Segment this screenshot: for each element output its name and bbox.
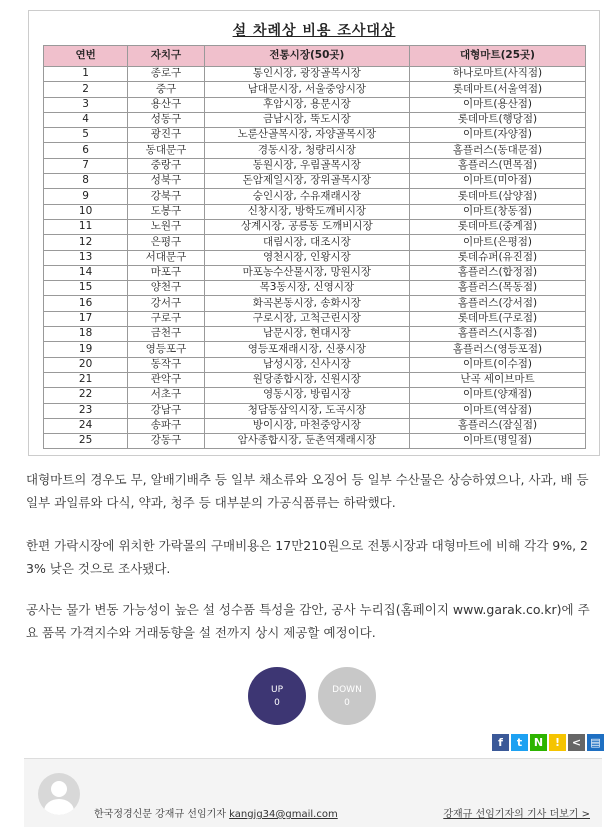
cell-district: 노원구 bbox=[128, 219, 205, 234]
table-row bbox=[44, 311, 586, 326]
down-vote-count: 0 bbox=[344, 698, 350, 708]
table-row bbox=[44, 97, 586, 112]
up-vote-count: 0 bbox=[274, 698, 280, 708]
cell-large-mart: 홈플러스(강서점) bbox=[409, 296, 585, 311]
cell-no: 24 bbox=[44, 418, 128, 433]
cell-district: 강북구 bbox=[128, 189, 205, 204]
cell-traditional-market: 대림시장, 대조시장 bbox=[204, 235, 409, 250]
table-row bbox=[44, 388, 586, 403]
cell-large-mart: 롯데마트(서울역점) bbox=[409, 82, 585, 97]
cell-traditional-market: 목3동시장, 신영시장 bbox=[204, 281, 409, 296]
cell-traditional-market: 남문시장, 현대시장 bbox=[204, 327, 409, 342]
cell-large-mart: 홈플러스(동대문점) bbox=[409, 143, 585, 158]
table-row bbox=[44, 296, 586, 311]
cell-no: 4 bbox=[44, 112, 128, 127]
table-row bbox=[44, 327, 586, 342]
cell-large-mart: 홈플러스(영등포점) bbox=[409, 342, 585, 357]
cell-traditional-market: 남성시장, 신사시장 bbox=[204, 357, 409, 372]
cell-traditional-market: 청담동삼익시장, 도곡시장 bbox=[204, 403, 409, 418]
cell-large-mart: 홈플러스(합정점) bbox=[409, 265, 585, 280]
author-email-link[interactable]: kangjg34@gmail.com bbox=[229, 809, 338, 820]
cell-traditional-market: 신창시장, 방학도깨비시장 bbox=[204, 204, 409, 219]
cell-district: 성동구 bbox=[128, 112, 205, 127]
cell-large-mart: 홈플러스(목동점) bbox=[409, 281, 585, 296]
cell-large-mart: 하나로마트(사직점) bbox=[409, 67, 585, 82]
cell-large-mart: 이마트(자양점) bbox=[409, 128, 585, 143]
article-paragraph-2: 한편 가락시장에 위치한 가락몰의 구매비용은 17만210원으로 전통시장과 대형마트에 비해 각각 9%, 23% 낮은 것으로 조사됐다. bbox=[26, 537, 589, 576]
share-bar bbox=[492, 734, 604, 751]
table-row bbox=[44, 67, 586, 82]
cell-district: 강서구 bbox=[128, 296, 205, 311]
cell-traditional-market: 숭인시장, 수유재래시장 bbox=[204, 189, 409, 204]
facebook-icon[interactable]: f bbox=[492, 734, 509, 751]
cell-large-mart: 롯데마트(구로점) bbox=[409, 311, 585, 326]
cell-traditional-market: 금남시장, 뚝도시장 bbox=[204, 112, 409, 127]
cell-traditional-market: 원당종합시장, 신원시장 bbox=[204, 372, 409, 387]
cell-no: 16 bbox=[44, 296, 128, 311]
share-icon[interactable]: < bbox=[568, 734, 585, 751]
table-row bbox=[44, 372, 586, 387]
author-info bbox=[94, 805, 338, 820]
cell-no: 6 bbox=[44, 143, 128, 158]
table-row bbox=[44, 158, 586, 173]
cell-no: 17 bbox=[44, 311, 128, 326]
cell-large-mart: 롯데마트(행당점) bbox=[409, 112, 585, 127]
cell-large-mart: 난곡 세이브마트 bbox=[409, 372, 585, 387]
print-icon[interactable]: ▤ bbox=[587, 734, 604, 751]
cell-district: 영등포구 bbox=[128, 342, 205, 357]
cell-district: 동작구 bbox=[128, 357, 205, 372]
table-row bbox=[44, 235, 586, 250]
cell-district: 관악구 bbox=[128, 372, 205, 387]
table-row bbox=[44, 342, 586, 357]
table-row bbox=[44, 143, 586, 158]
cell-large-mart: 롯데마트(삼양점) bbox=[409, 189, 585, 204]
cell-no: 1 bbox=[44, 67, 128, 82]
cell-no: 25 bbox=[44, 434, 128, 449]
cell-large-mart: 이마트(명일점) bbox=[409, 434, 585, 449]
header-traditional-market: 전통시장(50곳) bbox=[204, 46, 409, 67]
cell-no: 10 bbox=[44, 204, 128, 219]
cell-district: 서대문구 bbox=[128, 250, 205, 265]
header-large-mart: 대형마트(25곳) bbox=[409, 46, 585, 67]
cell-no: 8 bbox=[44, 174, 128, 189]
cell-no: 20 bbox=[44, 357, 128, 372]
cell-no: 22 bbox=[44, 388, 128, 403]
cell-no: 15 bbox=[44, 281, 128, 296]
cell-no: 19 bbox=[44, 342, 128, 357]
down-vote-label: DOWN bbox=[332, 685, 362, 695]
cell-no: 14 bbox=[44, 265, 128, 280]
cell-district: 동대문구 bbox=[128, 143, 205, 158]
cell-district: 중랑구 bbox=[128, 158, 205, 173]
cell-district: 서초구 bbox=[128, 388, 205, 403]
cell-traditional-market: 영동시장, 방림시장 bbox=[204, 388, 409, 403]
cell-large-mart: 이마트(이수점) bbox=[409, 357, 585, 372]
cell-district: 구로구 bbox=[128, 311, 205, 326]
cell-no: 18 bbox=[44, 327, 128, 342]
table-row bbox=[44, 250, 586, 265]
cell-district: 중구 bbox=[128, 82, 205, 97]
cell-traditional-market: 영등포재래시장, 신풍시장 bbox=[204, 342, 409, 357]
author-name: 한국정경신문 강재규 선임기자 bbox=[94, 809, 226, 820]
naver-icon[interactable]: N bbox=[530, 734, 547, 751]
table-title: 설 차례상 비용 조사대상 bbox=[232, 23, 396, 39]
cell-district: 광진구 bbox=[128, 128, 205, 143]
article-paragraph-3: 공사는 물가 변동 가능성이 높은 설 성수품 특성을 감안, 공사 누리집(홈페이지 www.garak.co.kr)에 주요 품목 가격지수와 거래동향을 설 전까지 상시 제공할 예정이다. bbox=[26, 601, 590, 640]
cell-no: 3 bbox=[44, 97, 128, 112]
table-header-row bbox=[44, 46, 586, 67]
cell-traditional-market: 동원시장, 우림골목시장 bbox=[204, 158, 409, 173]
table-row bbox=[44, 403, 586, 418]
cell-traditional-market: 영천시장, 인왕시장 bbox=[204, 250, 409, 265]
table-row bbox=[44, 265, 586, 280]
cell-no: 11 bbox=[44, 219, 128, 234]
cell-large-mart: 롯데마트(중계점) bbox=[409, 219, 585, 234]
cell-large-mart: 이마트(역삼점) bbox=[409, 403, 585, 418]
cell-large-mart: 홈플러스(면목점) bbox=[409, 158, 585, 173]
table-row bbox=[44, 281, 586, 296]
survey-table-image bbox=[28, 10, 600, 456]
cell-large-mart: 이마트(창동점) bbox=[409, 204, 585, 219]
table-row bbox=[44, 189, 586, 204]
cell-traditional-market: 남대문시장, 서울중앙시장 bbox=[204, 82, 409, 97]
table-row bbox=[44, 357, 586, 372]
more-articles-link[interactable]: 강재규 선임기자의 기사 더보기 > bbox=[443, 809, 590, 820]
cell-district: 금천구 bbox=[128, 327, 205, 342]
table-row bbox=[44, 418, 586, 433]
cell-traditional-market: 구로시장, 고척근린시장 bbox=[204, 311, 409, 326]
avatar bbox=[38, 773, 80, 815]
down-vote-button[interactable] bbox=[318, 667, 376, 725]
cell-no: 23 bbox=[44, 403, 128, 418]
table-body bbox=[44, 67, 586, 449]
cell-large-mart: 홈플러스(시흥점) bbox=[409, 327, 585, 342]
cell-large-mart: 이마트(미아점) bbox=[409, 174, 585, 189]
cell-traditional-market: 상계시장, 공릉동 도깨비시장 bbox=[204, 219, 409, 234]
cell-district: 마포구 bbox=[128, 265, 205, 280]
cell-district: 종로구 bbox=[128, 67, 205, 82]
table-row bbox=[44, 434, 586, 449]
cell-no: 12 bbox=[44, 235, 128, 250]
cell-traditional-market: 통인시장, 광장골목시장 bbox=[204, 67, 409, 82]
table-row bbox=[44, 112, 586, 127]
cell-district: 은평구 bbox=[128, 235, 205, 250]
twitter-icon[interactable]: t bbox=[511, 734, 528, 751]
cell-traditional-market: 화곡본동시장, 송화시장 bbox=[204, 296, 409, 311]
article-paragraph-1: 대형마트의 경우도 무, 알배기배추 등 일부 채소류와 오징어 등 일부 수산물은 상승하였으나, 사과, 배 등 일부 과일류와 다식, 약과, 청주 등 대부분의 가공식품류는 하락했다. bbox=[26, 471, 589, 510]
cell-traditional-market: 노룬산골목시장, 자양골목시장 bbox=[204, 128, 409, 143]
cell-traditional-market: 돈암제일시장, 장위골목시장 bbox=[204, 174, 409, 189]
cell-traditional-market: 경동시장, 청량리시장 bbox=[204, 143, 409, 158]
cell-no: 13 bbox=[44, 250, 128, 265]
cell-large-mart: 이마트(양재점) bbox=[409, 388, 585, 403]
cell-no: 2 bbox=[44, 82, 128, 97]
author-byline bbox=[24, 758, 602, 827]
table-row bbox=[44, 128, 586, 143]
cell-district: 용산구 bbox=[128, 97, 205, 112]
cell-large-mart: 이마트(용산점) bbox=[409, 97, 585, 112]
kakaostory-icon[interactable]: ! bbox=[549, 734, 566, 751]
cell-traditional-market: 방이시장, 마천중앙시장 bbox=[204, 418, 409, 433]
cell-district: 양천구 bbox=[128, 281, 205, 296]
cell-large-mart: 홈플러스(잠실점) bbox=[409, 418, 585, 433]
table-row bbox=[44, 204, 586, 219]
table-row bbox=[44, 219, 586, 234]
cell-no: 9 bbox=[44, 189, 128, 204]
cell-district: 강동구 bbox=[128, 434, 205, 449]
cell-no: 5 bbox=[44, 128, 128, 143]
cell-district: 성북구 bbox=[128, 174, 205, 189]
survey-table bbox=[43, 45, 586, 449]
cell-district: 송파구 bbox=[128, 418, 205, 433]
cell-traditional-market: 마포농수산물시장, 망원시장 bbox=[204, 265, 409, 280]
table-row bbox=[44, 174, 586, 189]
cell-traditional-market: 후암시장, 용문시장 bbox=[204, 97, 409, 112]
up-vote-label: UP bbox=[270, 685, 283, 695]
table-row bbox=[44, 82, 586, 97]
cell-district: 도봉구 bbox=[128, 204, 205, 219]
cell-traditional-market: 암사종합시장, 둔촌역재래시장 bbox=[204, 434, 409, 449]
header-district: 자치구 bbox=[128, 46, 205, 67]
cell-no: 21 bbox=[44, 372, 128, 387]
up-vote-button[interactable] bbox=[248, 667, 306, 725]
cell-large-mart: 롯데슈퍼(유진점) bbox=[409, 250, 585, 265]
cell-large-mart: 이마트(은평점) bbox=[409, 235, 585, 250]
cell-no: 7 bbox=[44, 158, 128, 173]
cell-district: 강남구 bbox=[128, 403, 205, 418]
header-no: 연번 bbox=[44, 46, 128, 67]
